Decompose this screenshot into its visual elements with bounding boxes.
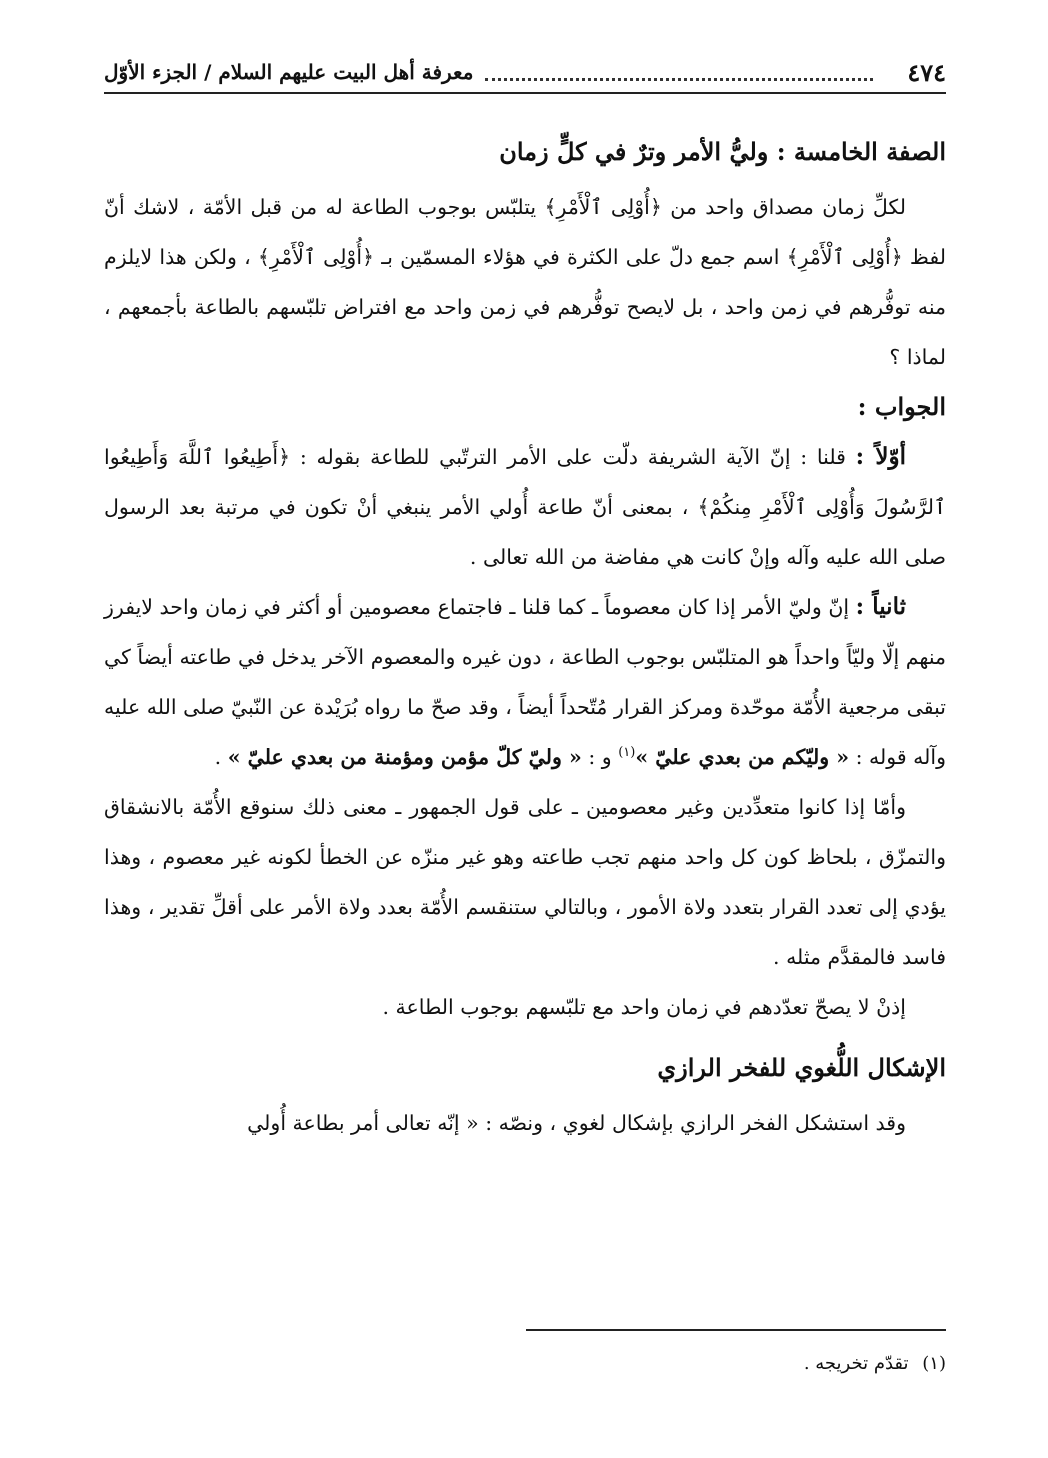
hadith-quote-2: « وليّ كلّ مؤمن ومؤمنة من بعدي عليّ » — [227, 745, 582, 769]
section-heading-fifth-attribute: الصفة الخامسة : وليُّ الأمر وترٌ في كلٍّ زمان — [499, 137, 946, 166]
footnote-number: (١) — [922, 1353, 946, 1374]
page-body — [104, 122, 946, 1148]
leader-dots — [485, 72, 873, 81]
paragraph-conclusion: إذنْ لا يصحّ تعدّدهم في زمان واحد مع تلبّسهم بوجوب الطاعة . — [382, 995, 906, 1019]
footnote-reference: (١) — [618, 745, 636, 761]
page-number: ٤٧٤ — [907, 57, 946, 87]
conjunction-and: و : — [588, 745, 612, 769]
running-title: معرفة أهل البيت عليهم السلام / الجزء الأوّل — [104, 60, 474, 84]
paragraph-razi-intro: وقد استشكل الفخر الرازي بإشكال لغوي ، ونصّه : « إنّه تعالى أمر بطاعة أُولي — [247, 1111, 906, 1135]
running-header — [104, 52, 946, 94]
second-point-text: إنّ وليّ الأمر إذا كان معصوماً ـ كما قلنا ـ فاجتماع معصومين أو أكثر في زمان واحد لايفرز منهم إلّا وليّاً واحداً هو المتلبّس بوجوب الطاعة ، دون غيره والمعصوم الآخر يدخل في طاعته أيضاً كي تبقى مرجعية الأُمّة موحّدة ومركز القرار مُتّحداً أيضاً ، وقد صحّ ما رواه بُرَيْدة عن النّبيّ صلى الله عليه وآله قوله : — [104, 595, 946, 769]
second-point-label: ثانياً : — [855, 593, 906, 620]
answer-heading: الجواب : — [857, 392, 946, 421]
first-point-label: أوّلاً : — [855, 443, 906, 470]
paragraph-majority-view: وأمّا إذا كانوا متعدِّدين وغير معصومين ـ على قول الجمهور ـ معنى ذلك سنوقع الأُمّة بالانشقاق والتمزّق ، بلحاظ كون كل واحد منهم تجب طاعته وهو غير منزّه عن الخطأ لكونه غير معصوم ، وهذا يؤدي إلى تعدد القرار بتعدد ولاة الأمور ، وبالتالي ستنقسم الأُمّة بعدد ولاة الأمر على أقلِّ تقدير ، وهذا فاسد فالمقدَّم مثله . — [104, 795, 946, 969]
footnote-text: تقدّم تخريجه . — [803, 1353, 909, 1374]
paragraph-first-point — [104, 432, 946, 582]
footnote-separator — [526, 1329, 946, 1331]
paragraph-intro: لكلِّ زمان مصداق واحد من ﴿أُوْلِى ٱلْأَمْرِ﴾ يتلبّس بوجوب الطاعة له من قبل الأمّة ، لاشك أنّ لفظ ﴿أُوْلِى ٱلْأَمْرِ﴾ اسم جمع دلّ على الكثرة في هؤلاء المسمّين بـ ﴿أُوْلِى ٱلْأَمْرِ﴾ ، ولكن هذا لايلزم منه توفُّرهم في زمن واحد ، بل لايصح توفُّرهم في زمن واحد مع افتراض تلبّسهم بالطاعة بأجمعهم ، لماذا ؟ — [104, 195, 946, 369]
first-point-text: قلنا : إنّ الآية الشريفة دلّت على الأمر الترتّبي للطاعة بقوله : ﴿أَطِيعُوا ٱللَّهَ وَأَطِيعُوا ٱلرَّسُولَ وَأُوْلِى ٱلْأَمْرِ مِنكُمْ﴾ ، بمعنى أنّ طاعة أُولي الأمر ينبغي أنْ تكون في مرتبة بعد الرسول صلى الله عليه وآله وإنْ كانت هي مفاضة من الله تعالى . — [104, 445, 946, 569]
section-heading-razi-objection: الإشكال اللُّغوي للفخر الرازي — [657, 1053, 946, 1082]
footnote-1 — [104, 1350, 946, 1378]
paragraph-second-point: ثانياً : إنّ وليّ الأمر إذا كان معصوماً ـ كما قلنا ـ فاجتماع معصومين أو أكثر في زمان واحد لايفرز منهم إلّا وليّاً واحداً هو المتلبّس بوجوب الطاعة ، دون غيره والمعصوم الآخر يدخل في طاعته أيضاً كي تبقى مرجعية الأُمّة موحّدة ومركز القرار مُتّحداً أيضاً ، وقد صحّ ما رواه بُرَيْدة عن النّبيّ صلى الله عليه وآله قوله : « وليّكم من بعدي عليّ »$^{(١)}$ و : « وليّ كلّ مؤمن ومؤمنة من بعدي عليّ » . — [104, 593, 946, 769]
hadith-quote-1: « وليّكم من بعدي عليّ » — [635, 745, 850, 769]
